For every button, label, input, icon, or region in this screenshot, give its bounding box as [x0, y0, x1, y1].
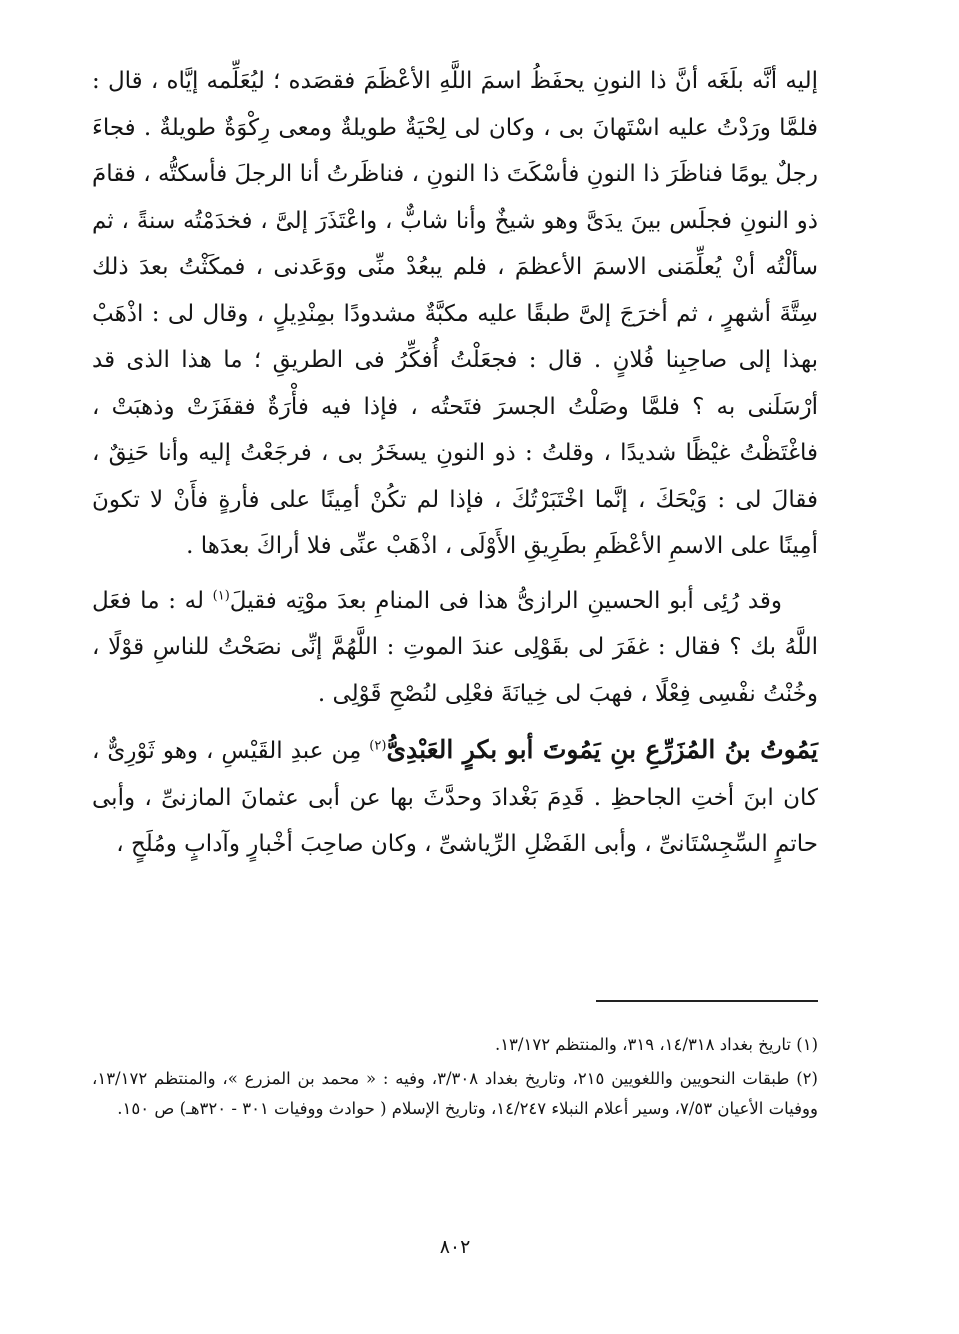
- entry-text: مِن عبدِ القَيْسِ ، وهو ثَوْرِىٌّ ، كان ابنَ أختِ الجاحظِ . قَدِمَ بَغْدادَ وحدَّثَ بها عن أبى عثمانَ المازنىِّ ، وأبى حاتمٍ السِّجِسْتَانىِّ ، وأبى الفَضْلِ الرِّياشىِّ ، وكان صاحِبَ أخْبارٍ وآدابٍ ومُلَحٍ ،: [92, 738, 818, 857]
- footnote-divider: [596, 1000, 818, 1002]
- body-paragraph-1: إليه أنَّه بلَغَه أنَّ ذا النونِ يحفَظُ اسمَ اللَّهِ الأعْظَمَ فقصَده ؛ ليُعَلِّمه إيَّاه ، قال : فلمَّا ورَدْتُ عليه اسْتَهانَ بى ، وكان لى لِحْيَةٌ طويلةٌ ومعى رِكْوَةٌ طويلةٌ . فجاءَ رجلٌ يومًا فناظَرَ ذا النونِ فأسْكَتَ ذا النونِ ، فناظَرتُ أنا الرجلَ فأسكتُّه ، فقامَ ذو النونِ فجلَس بينَ يدَىَّ وهو شيخٌ وأنا شابٌّ ، واعْتَذَرَ إلىَّ ، فخدَمْتُه سنةً ، ثم سألْتُه أنْ يُعلِّمَنى الاسمَ الأعظمَ ، فلم يبعُدْ منِّى ووَعَدنى ، فمكَثْتُ بعدَ ذلك سِتَّةَ أشهرٍ ، ثم أخرَجَ إلىَّ طبقًا عليه مكبَّةٌ مشدودًا بمِنْدِيلٍ ، وقال لى : اذْهَبْ بهذا إلى صاحِبِنا فُلانٍ . قال : فجعَلْتُ أُفكِّرُ فى الطريقِ ؛ ما هذا الذى قد أرْسَلَنى به ؟ فلمَّا وصَلْتُ الجسرَ فتَحتُه ، فإذا فيه فأْرَةٌ فقفَزَتْ وذهبَتْ ، فاغْتَظْتُ غيْظًا شديدًا ، وقلتُ : ذو النونِ يسخَرُ بى ، فرجَعْتُ إليه وأنا حَنِقٌ ، فقالَ لى : وَيْحَكَ ، إنَّما اخْتَبَرْتُكَ ، فإذا لم تكُنْ أمِينًا على فأرةٍ فأَنْ لا تكونَ أمِينًا على الاسمِ الأعْظَمِ بطَرِيقِ الأَوْلَى ، اذْهَبْ عنِّى فلا أراكَ بعدَها .: [92, 68, 818, 559]
- footnote-reference-1[interactable]: (١): [212, 587, 230, 603]
- footnote-2: (٢) طبقات النحويين واللغويين ٢١٥، وتاريخ بغداد ٣/٣٠٨، وفيه : « محمد بن المزرع »، والمنتظم ١٣/١٧٢، ووفيات الأعيان ٧/٥٣، وسير أعلام النبلاء ١٤/٢٤٧، وتاريخ الإسلام ( حوادث ووفيات ٣٠١ - ٣٢٠هـ) ص ١٥٠.: [92, 1069, 818, 1118]
- biography-entry: [92, 727, 818, 868]
- footnote-1: (١) تاريخ بغداد ١٤/٣١٨، ٣١٩، والمنتظم ١٣/١٧٢.: [494, 1035, 818, 1054]
- paragraph-2-text-end: له : ما فعَل اللَّهُ بك ؟ فقال : غفَرَ لى بقَوْلِى عندَ الموتِ : اللَّهُمَّ إنِّى نصَحْتُ للناسِ قوْلًا ، وخُنْتُ نفْسِى فِعْلًا ، فهبَ لى خِيانَةَ فعْلِى لنُصْحِ قَوْلِى .: [92, 587, 818, 707]
- footnote-reference-2[interactable]: (٢): [369, 738, 387, 754]
- body-paragraph-2: [92, 578, 818, 718]
- page-number: ٨٠٢: [439, 1236, 471, 1258]
- footnotes-section: [92, 1030, 818, 1128]
- book-page: [92, 58, 818, 1288]
- paragraph-2-text-start: وقد رُئِى أبو الحسينِ الرازىُّ هذا فى المنامِ بعدَ موْتِه فقيلَ: [229, 587, 782, 614]
- entry-heading-name: يَمُوتُ بنُ المُزَرِّعِ بنِ يَمُوتَ أبو بكرٍ العَبْدِىُّ: [386, 735, 818, 764]
